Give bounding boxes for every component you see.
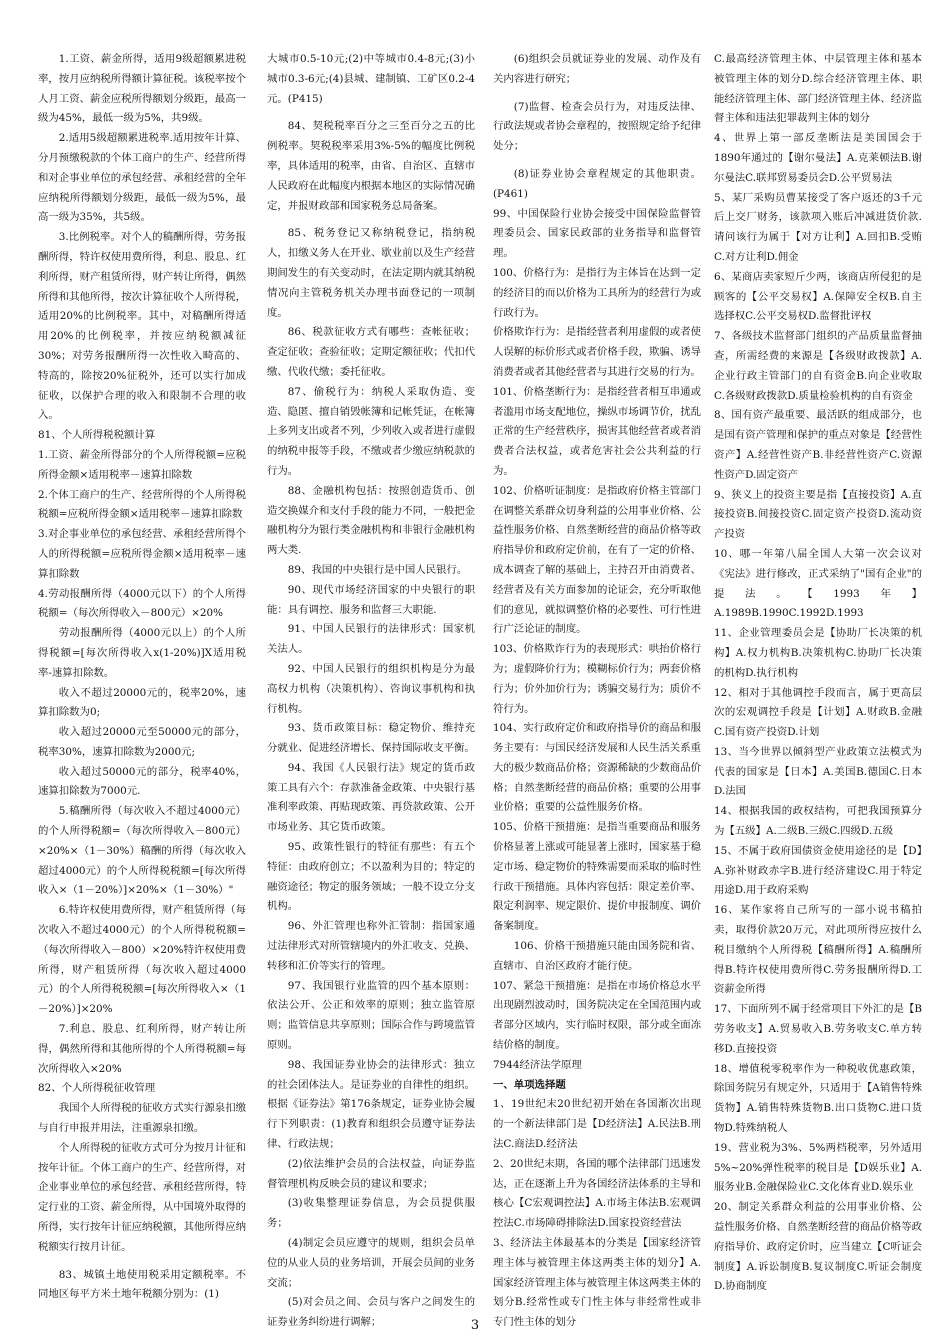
paragraph: 91、中国人民银行的法律形式：国家机关法人。	[267, 623, 475, 656]
paragraph: 18、增值税零税率作为一种税收优惠政策，除国务院另有规定外，只适用于【A销售特殊货物】A.销售特殊货物B.出口货物C.进口货物D.特殊纳税人	[714, 1062, 922, 1135]
paragraph: (3)收集整理证券信息，为会员提供服务；	[267, 1197, 475, 1230]
paragraph: 103、价格欺诈行为的表现形式：哄抬价格行为；虚假降价行为；模糊标价行为；两套价格行为；价外加价行为；诱骗交易行为；质价不符行为。	[493, 643, 701, 715]
paragraph: 7.利息、股息、红利所得，财产转让所得，偶然所得和其他所得的个人所得税额=每次所得收入×20%	[38, 1023, 246, 1075]
paragraph: 81、个人所得税税额计算	[38, 429, 156, 442]
paragraph: 96、外汇管理也称外汇管制：指国家通过法律形式对所管辖境内的外汇收支、兑换、转移和汇价等实行的管理。	[267, 920, 475, 972]
paragraph: 9、狭义上的投资主要是指【直接投资】A.直接投资B.间接投资C.固定资产投资D.流动资产投资	[714, 488, 922, 541]
paragraph: 98、我国证券业协会的法律形式：独立的社会团体法人。是证券业的自律性的组织。根据《证券法》第176条规定，证券业协会履行下列职责：(1)教育和组织会员遵守证券法律、行政法规；	[267, 1058, 475, 1151]
paragraph: 16、某作家将自己所写的一部小说书稿拍卖，取得价款20万元，对此项所得应按什么税目缴纳个人所得税【稿酬所得】A.稿酬所得B.特许权使用费所得C.劳务报酬所得D.工资薪金所得	[714, 904, 922, 996]
paragraph: 4.劳动报酬所得（4000元以下）的个人所得税额=（每次所得收入－800元）×20%	[38, 587, 246, 620]
paragraph: 2.适用5级超额累进税率.适用按年计算、分月预缴税款的个体工商户的生产、经营所得和对企事业单位的承包经营、承租经营的全年应纳税所得额划分级距，最低一级为5%，最高一级为35%，共5级。	[38, 132, 246, 224]
paragraph: 10、哪一年第八届全国人大第一次会议对《宪法》进行修改，正式采纳了"国有企业"的提法。【1993年】A.1989B.1990C.1992D.1993	[714, 547, 922, 620]
paragraph: C.最高经济管理主体、中层管理主体和基本被管理主体的划分D.综合经济管理主体、职能经济管理主体、部门经济管理主体、经济监督主体和违法犯罪裁判主体的划分	[714, 53, 922, 125]
paragraph: 94、我国《人民银行法》规定的货币政策工具有六个：存款准备金政策、中央银行基准利率政策、再贴现政策、再贷款政策、公开市场业务、其它货币政策。	[267, 761, 475, 834]
paragraph: 88、金融机构包括：按照创造货币、创造交换媒介和支付手段的能力不同，一般把金融机构分为银行类金融机构和非银行金融机构两大类.	[267, 484, 475, 557]
paragraph: 2.个体工商户的生产、经营所得的个人所得税税额=应税所得金额×适用税率－速算扣除数	[38, 488, 246, 521]
paragraph: 7、各级技术监督部门组织的产品质量监督抽查，所需经费的来源是【各级财政拨款】A.企业行政主管部门的自有资金B.向企业收取C.各级财政拨款D.质量检验机构的自有资金	[714, 330, 922, 402]
paragraph: (7)监督、检查会员行为，对违反法律、行政法规或者协会章程的，按照规定给予纪律处分；	[493, 100, 701, 153]
paragraph: 100、价格行为：是指行为主体旨在达到一定的经济目的而以价格为工具所为的经营行为或行政行为。	[493, 266, 701, 319]
paragraph: (4)制定会员应遵守的规则，组织会员单位的从业人员的业务培训，开展会员间的业务交流；	[267, 1237, 475, 1289]
paragraph: 87、偷税行为：纳税人采取伪造、变造、隐匿、擅自销毁帐簿和记帐凭证，在帐簿上多列支出或者不列，少列收入或者进行虚假的纳税申报等手段，不缴或者少缴应纳税款的行为。	[267, 385, 475, 477]
paragraph: 83、城镇土地使用税采用定额税率。不同地区每平方米土地年税额分别为：(1)	[38, 1268, 246, 1301]
paragraph: 93、货币政策目标：稳定物价、维持充分就业、促进经济增长、保持国际收支平衡。	[267, 722, 475, 755]
paragraph: 14、根据我国的政权结构，可把我国预算分为【五级】A.二级B.三级C.四级D.五级	[714, 805, 922, 838]
paragraph: 92、中国人民银行的组织机构是分为最高权力机构（决策机构）、咨询议事机构和执行机构。	[267, 662, 475, 715]
paragraph: 5.稿酬所得（每次收入不超过4000元）的个人所得税额=（每次所得收入－800元）×20%×（1－30%）稿酬的所得（每次收入超过4000元）的个人所得税税额=[每次所得收入×（1－20%）]×20%×（1－30%）"	[38, 805, 246, 897]
paragraph: 价格欺诈行为：是指经营者利用虚假的或者使人误解的标价形式或者价格手段，欺骗、诱导消费者或者其他经营者与其进行交易的行为。	[493, 326, 701, 378]
paragraph: 一、单项选择题	[493, 1078, 566, 1091]
paragraph: 82、个人所得税征收管理	[38, 1082, 156, 1095]
paragraph: 大城市0.5-10元;(2)中等城市0.4-8元;(3)小城市0.3-6元;(4)县城、建制镇、工矿区0.2-4元。(P415)	[267, 53, 475, 105]
paragraph: 6、某商店卖家短斤少两，该商店所侵犯的是顾客的【公平交易权】A.保障安全权B.自主选择权C.公平交易权D.监督批评权	[714, 270, 922, 323]
paragraph: 收入超过50000元的部分，税率40%，速算扣除数为7000元.	[38, 765, 246, 798]
paragraph: 3.比例税率。对个人的稿酬所得，劳务报酬所得，特许权使用费所得，利息、股息、红利所得，财产租赁所得，财产转让所得，偶然所得和其他所得，按次计算征收个人所得税，适用20%的比例税率。其中，对稿酬所得适用20%的比例税率，并按应纳税额减征30%；对劳务报酬所得一次性收入畸高的、特高的，除按20%征税外，还可以实行加成征收，以保护合理的收入和限制不合理的收入。	[38, 231, 246, 422]
paragraph: 1.工资、薪金所得部分的个人所得税额=应税所得金额×适用税率－速算扣除数	[38, 448, 246, 481]
paragraph: 11、企业管理委员会是【协助厂长决策的机构】A.权力机构B.决策机构C.协助厂长决策的机构D.执行机构	[714, 627, 922, 679]
paragraph: 收入超过20000元至50000元的部分，税率30%，速算扣除数为2000元;	[38, 726, 246, 758]
paragraph: 4、世界上第一部反垄断法是美国国会于1890年通过的【谢尔曼法】A.克莱顿法B.谢尔曼法C.联邦贸易委员会D.公平贸易法	[714, 132, 922, 184]
paragraph: 84、契税税率百分之三至百分之五的比例税率。契税税率采用3%-5%的幅度比例税率，具体适用的税率，由省、自治区、直辖市人民政府在此幅度内根据本地区的实际情况确定，并报财政部和国家税务总局备案。	[267, 120, 475, 212]
paragraph: 102、价格听证制度：是指政府价格主管部门在调整关系群众切身利益的公用事业价格、公益性服务价格、自然垄断经营的商品价格等政府指导价和政府定价前，在有了一定的价格、成本调查了解的基础上，主持召开由消费者、经营者及有关方面参加的论证会，充分听取他们的意见，就拟调整价格的必要性、可行性进行广泛论证的制度。	[493, 484, 701, 636]
paragraph: 19、营业税为3%、5%两档税率，另外适用5%~20%弹性税率的税目是【D娱乐业】A.服务业B.金融保险业C.文化体育业D.娱乐业	[714, 1141, 922, 1194]
paragraph: (8)证券业协会章程规定的其他职责。(P461)	[493, 167, 701, 200]
paragraph: 5、某厂采购员曹某接受了客户返还的3千元后上交厂财务，该款项入账后冲减进货价款.请问该行为属于【对方让利】A.回扣B.受贿C.对方让利D.佣金	[714, 191, 922, 263]
column-2	[267, 50, 475, 1329]
paragraph: 85、税务登记又称纳税登记，指纳税人，扣缴义务人在开业、歇业前以及生产经营期间发生的有关变动时，在法定期内就其纳税情况向主管税务机关办理书面登记的一项制度。	[267, 227, 475, 319]
paragraph: 17、下面所列不属于经常项目下外汇的是【B劳务收支】A.贸易收入B.劳务收支C.单方转移D.直接投资	[714, 1003, 922, 1055]
paragraph: 收入不超过20000元的，税率20%，速算扣除数为0;	[38, 686, 246, 719]
column-3	[493, 50, 701, 1329]
paragraph: 97、我国银行业监管的四个基本原则：依法公开、公正和效率的原则；独立监管原则；监管信息共享原则；国际合作与跨境监管原则。	[267, 979, 475, 1052]
paragraph: 劳动报酬所得（4000元以上）的个人所得税额=[每次所得收入x(1-20%)]X适用税率-速算扣除数。	[38, 627, 246, 679]
page-number: 3	[470, 1318, 480, 1333]
paragraph: 7944经济法学原理	[493, 1058, 582, 1071]
paragraph: 101、价格垄断行为：是指经营者相互串通或者滥用市场支配地位，操纵市场调节价，扰乱正常的生产经营秩序，损害其他经营者或者消费者合法权益，或者危害社会公共利益的行为。	[493, 385, 701, 477]
paragraph: 3、经济法主体最基本的分类是【国家经济管理主体与被管理主体这两类主体的划分】A.国家经济管理主体与被管理主体这两类主体的划分B.经常性或专门性主体与非经常性或非专门性主体的划分	[493, 1237, 701, 1329]
paragraph: (6)组织会员就证券业的发展、动作及有关内容进行研究；	[493, 53, 701, 85]
paragraph: 20、制定关系群众利益的公用事业价格、公益性服务价格、自然垄断经营的商品价格等政府指导价、政府定价时，应当建立【C听证会制度】A.诉讼制度B.复议制度C.听证会制度D.协商制度	[714, 1201, 922, 1293]
paragraph: 95、政策性银行的特征有那些：有五个特征：由政府创立；不以盈利为目的；特定的融资途径；物定的服务领域；一般不设立分支机构。	[267, 841, 475, 913]
paragraph: 2、20世纪末期，各国的哪个法律部门迅速发达，正在逐渐上升为各国经济法体系的主导和核心【C宏观调控法】A.市场主体法B.宏观调控法C.市场障碍排除法D.国家投资经营法	[493, 1157, 701, 1230]
paragraph: 104、实行政府定价和政府指导价的商品和服务主要有：与国民经济发展和人民生活关系重大的极少数商品价格；资源稀缺的少数商品价格；自然垄断经营的商品价格；重要的公用事业价格；重要的公益性服务价格。	[493, 722, 701, 814]
paragraph: 90、现代市场经济国家的中央银行的职能：具有调控、服务和监督三大职能.	[267, 583, 475, 616]
paragraph: 8、国有资产最重要、最活跃的组成部分，也是国有资产管理和保护的重点对象是【经营性资产】A.经营性资产B.非经营性资产C.资源性资产D.固定资产	[714, 409, 922, 481]
paragraph: 99、中国保险行业协会接受中国保险监督管理委员会、国家民政部的业务指导和监督管理。	[493, 207, 701, 260]
paragraph: (2)依法维护会员的合法权益，向证券监督管理机构反映会员的建议和要求；	[267, 1157, 475, 1190]
paragraph: 1.工资、薪金所得，适用9级超额累进税率，按月应纳税所得额计算征税。该税率按个人月工资、薪金应税所得额划分级距，最高一级为45%，最低一级为5%，共9级。	[38, 53, 246, 125]
paragraph: (5)对会员之间、会员与客户之间发生的证券业务纠纷进行调解；	[267, 1296, 475, 1329]
paragraph: 我国个人所得税的征收方式实行源泉扣缴与自行申报并用法，注重源泉扣缴。	[38, 1102, 246, 1135]
column-1	[38, 50, 246, 1318]
paragraph: 89、我国的中央银行是中国人民银行。	[287, 563, 468, 576]
paragraph: 106、价格干预措施只能由国务院和省、直辖市、自治区政府才能行使。	[493, 940, 701, 972]
paragraph: 13、当今世界以倾斜型产业政策立法模式为代表的国家是【日本】A.美国B.德国C.日本D.法国	[714, 745, 922, 798]
paragraph: 12、相对于其他调控手段而言，属于更高层次的宏观调控手段是【计划】A.财政B.金融C.国有资产投资D.计划	[714, 686, 922, 739]
paragraph: 107、紧急干预措施：是指在市场价格总水平出现剧烈波动时，国务院决定在全国范围内或者部分区域内，实行临时权限，部分或全面冻结价格的制度。	[493, 979, 701, 1052]
paragraph: 个人所得税的征收方式可分为按月计征和按年计征。个体工商户的生产、经营所得，对企业事业单位的承包经营、承租经营所得，特定行业的工资、薪金所得，从中国境外取得的所得，实行按年计征应纳税额，其他所得应纳税额实行按月计征。	[38, 1141, 246, 1253]
paragraph: 3.对企事业单位的承包经营、承租经营所得个人的所得税额=应税所得金额×适用税率－速算扣除数	[38, 528, 246, 580]
paragraph: 15、不属于政府国债资金使用途径的是【D】A.弥补财政赤字B.进行经济建设C.用于特定用途D.用于政府采购	[714, 844, 922, 897]
paragraph: 6.特许权使用费所得，财产租赁所得（每次收入不超过4000元）的个人所得税税额=（每次所得收入－800）×20%特许权使用费所得，财产租赁所得（每次收入超过4000元）的个人所得税税额=[每次所得收入×（1－20%）]×20%	[38, 904, 246, 1016]
column-4	[714, 50, 922, 1318]
paragraph: 105、价格干预措施：是指当重要商品和服务价格显著上涨或可能显著上涨时，国家基于稳定市场、稳定物价的特殊需要而采取的临时性行政干预措施。具体内容包括：限定差价率、限定利润率、规定限价、提价申报制度、调价备案制度。	[493, 821, 701, 933]
paragraph: 86、税款征收方式有哪些：查帐征收；查定征收；查验征收；定期定额征收；代扣代缴、代收代缴；委托征收。	[267, 326, 475, 378]
paragraph: 1、19世纪末20世纪初开始在各国渐次出现的一个新法律部门是【D经济法】A.民法B.刑法C.商法D.经济法	[493, 1098, 701, 1151]
